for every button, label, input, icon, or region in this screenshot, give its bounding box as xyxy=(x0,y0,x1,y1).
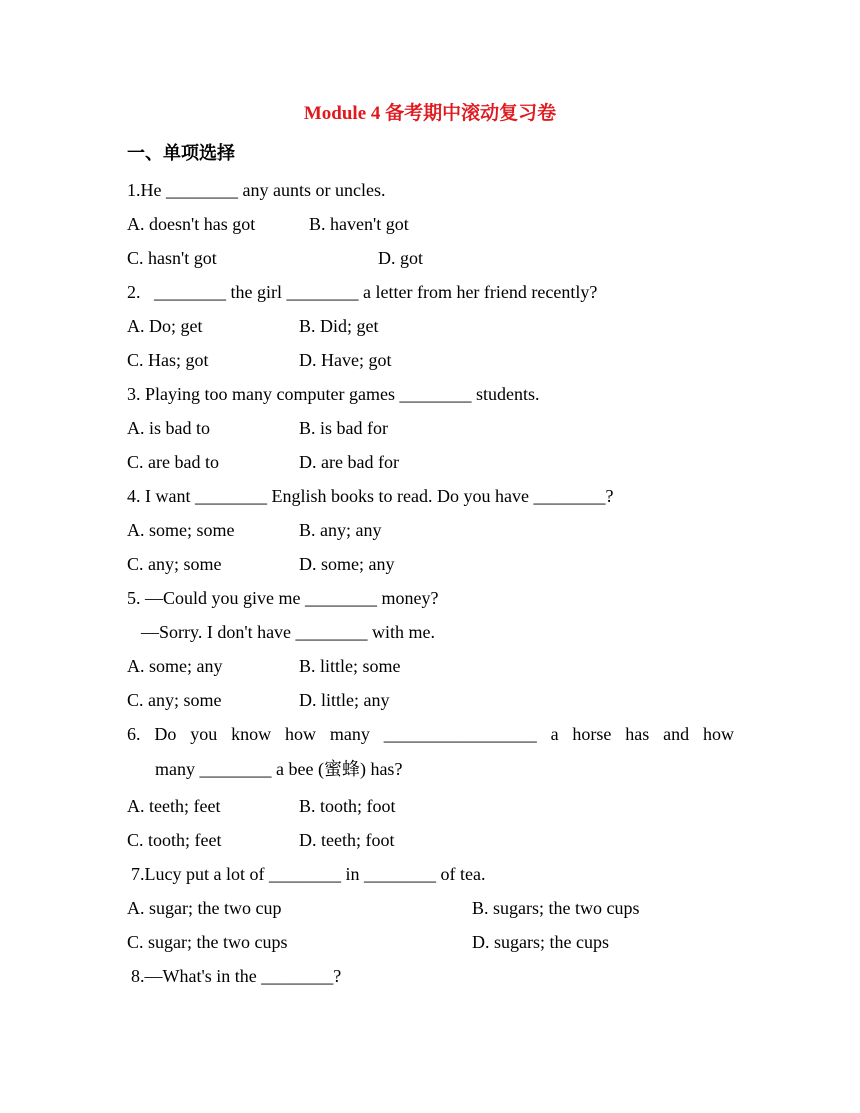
question-4-option-d: D. some; any xyxy=(299,554,395,574)
question-7-option-a: A. sugar; the two cup xyxy=(127,898,282,918)
question-1-option-d: D. got xyxy=(378,248,423,268)
question-7-option-c: C. sugar; the two cups xyxy=(127,932,288,952)
section-heading: 一、单项选择 xyxy=(127,143,235,163)
question-1-stem: 1.He ________ any aunts or uncles. xyxy=(127,180,386,200)
question-6-option-b: B. tooth; foot xyxy=(299,796,396,816)
question-8-stem: 8.—What's in the ________? xyxy=(131,966,342,986)
question-1-option-a: A. doesn't has got xyxy=(127,214,256,234)
question-1-option-c: C. hasn't got xyxy=(127,248,217,268)
question-6-stem: 6. Do you know how many _________________ a horse has and how xyxy=(127,724,734,744)
question-7-option-b: B. sugars; the two cups xyxy=(472,898,640,918)
question-3-stem: 3. Playing too many computer games ________ students. xyxy=(127,384,540,404)
question-6-option-c: C. tooth; feet xyxy=(127,830,222,850)
question-7-option-d: D. sugars; the cups xyxy=(472,932,609,952)
question-4-option-c: C. any; some xyxy=(127,554,222,574)
question-2-option-d: D. Have; got xyxy=(299,350,392,370)
question-5-option-c: C. any; some xyxy=(127,690,222,710)
question-3-option-d: D. are bad for xyxy=(299,452,399,472)
question-7-stem: 7.Lucy put a lot of ________ in ________ of tea. xyxy=(131,864,486,884)
question-2-option-a: A. Do; get xyxy=(127,316,203,336)
question-1-option-b: B. haven't got xyxy=(309,214,409,234)
question-6-option-a: A. teeth; feet xyxy=(127,796,221,816)
question-4-stem: 4. I want ________ English books to read. Do you have ________? xyxy=(127,486,614,506)
question-6-stem-line-2: many ________ a bee (蜜蜂) has? xyxy=(155,759,403,779)
question-5-option-a: A. some; any xyxy=(127,656,223,676)
document-title: Module 4 备考期中滚动复习卷 xyxy=(303,103,557,124)
question-5-stem-line-2: —Sorry. I don't have ________ with me. xyxy=(141,622,436,642)
question-5-stem: 5. —Could you give me ________ money? xyxy=(127,588,439,608)
question-4-option-b: B. any; any xyxy=(299,520,382,540)
question-2-option-c: C. Has; got xyxy=(127,350,209,370)
question-2-option-b: B. Did; get xyxy=(299,316,379,336)
question-4-option-a: A. some; some xyxy=(127,520,235,540)
question-3-option-a: A. is bad to xyxy=(127,418,210,438)
question-5-option-b: B. little; some xyxy=(299,656,401,676)
question-3-option-c: C. are bad to xyxy=(127,452,219,472)
question-6-option-d: D. teeth; foot xyxy=(299,830,395,850)
question-3-option-b: B. is bad for xyxy=(299,418,388,438)
question-2-stem: 2. ________ the girl ________ a letter from her friend recently? xyxy=(127,282,598,302)
question-5-option-d: D. little; any xyxy=(299,690,390,710)
